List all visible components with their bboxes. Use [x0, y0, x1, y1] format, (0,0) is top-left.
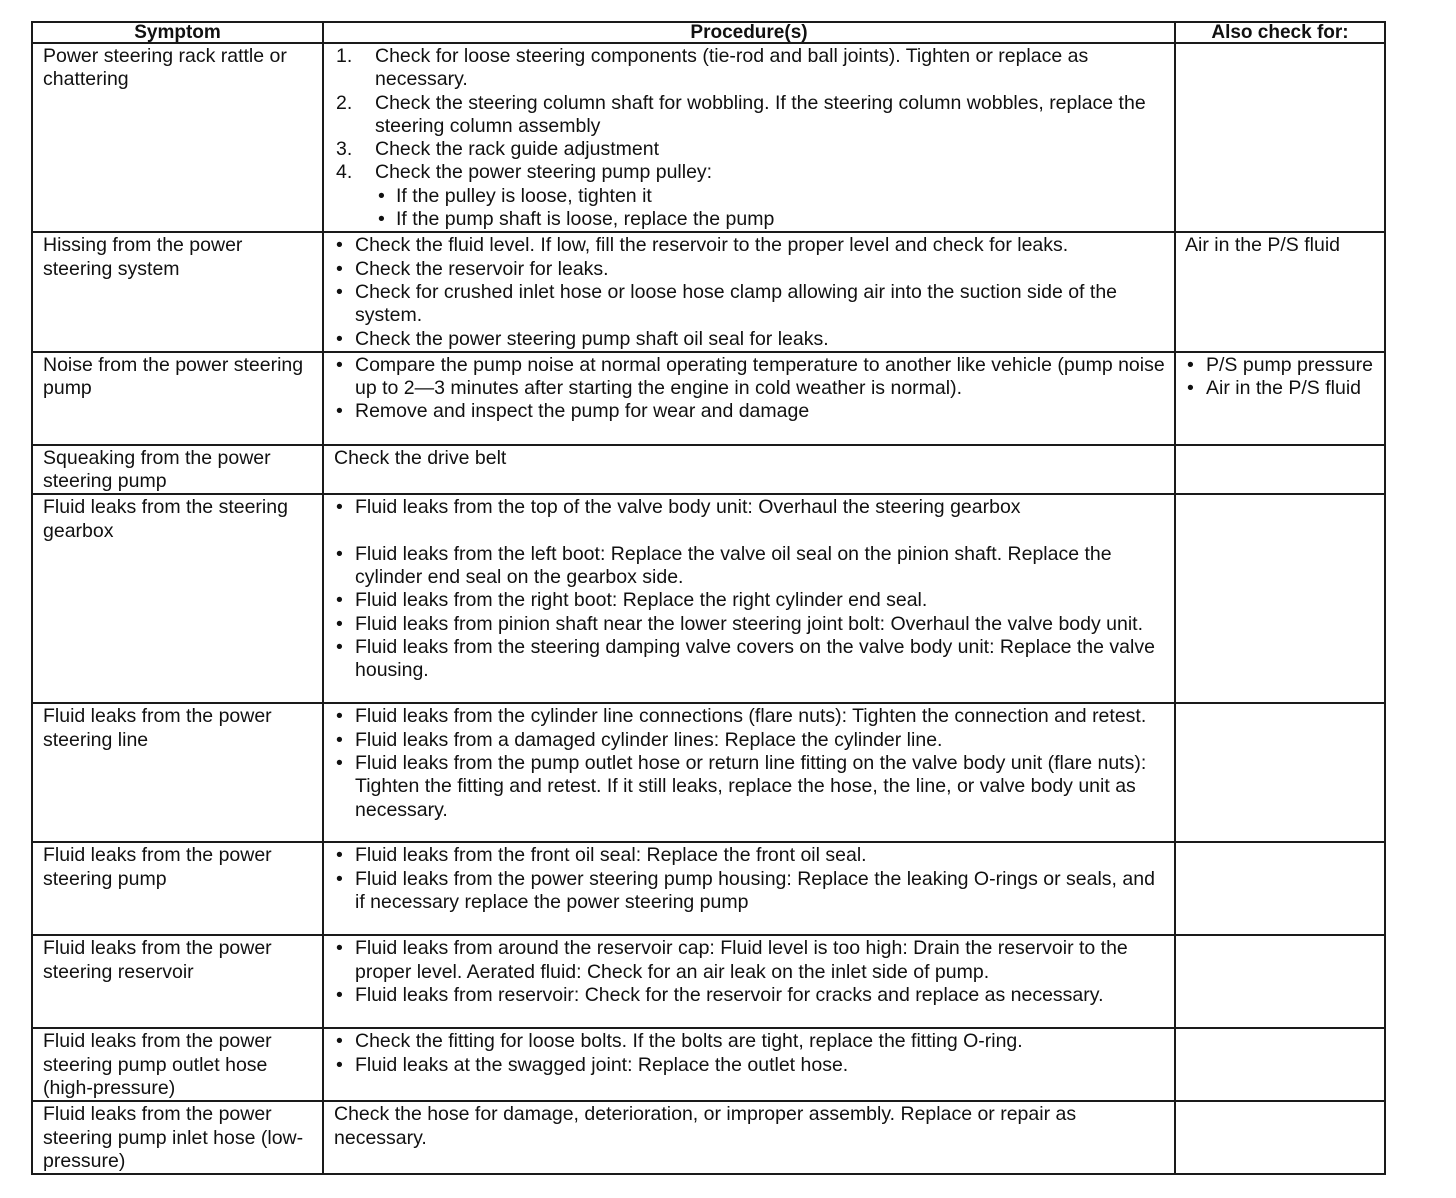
sub-item-text: If the pulley is loose, tighten it [396, 184, 652, 207]
table-row [32, 232, 1385, 351]
step-number: 1. [336, 45, 353, 67]
list-item [334, 729, 1166, 752]
step-number: 3. [336, 138, 353, 161]
table-row [32, 352, 1385, 445]
list-item [334, 844, 1166, 867]
list-item [334, 937, 1166, 984]
item-text: Fluid leaks from reservoir: Check for the reservoir for cracks and replace as necessary. [355, 984, 1104, 1007]
item-text: Fluid leaks from the front oil seal: Replace the front oil seal. [355, 844, 867, 867]
troubleshooting-table [31, 21, 1386, 1175]
list-item [334, 400, 1166, 423]
procedure-cell [323, 935, 1175, 1028]
table-row [32, 43, 1385, 232]
symptom-cell: Fluid leaks from the power steering pump [32, 842, 323, 935]
item-text: Remove and inspect the pump for wear and damage [355, 400, 810, 423]
procedure-list [334, 844, 1166, 914]
list-item [334, 258, 1166, 281]
list-item [334, 613, 1166, 636]
procedure-cell [323, 352, 1175, 445]
table-row [32, 1101, 1385, 1174]
item-text: Check the fitting for loose bolts. If the bolts are tight, replace the fitting O-ring. [355, 1030, 1023, 1053]
also-check-cell [1175, 842, 1385, 935]
bullet-icon: • [336, 353, 343, 376]
list-item [334, 636, 1166, 683]
bullet-icon: • [336, 752, 343, 775]
symptom-cell: Hissing from the power steering system [32, 232, 323, 351]
bullet-icon: • [1187, 377, 1194, 400]
list-item [334, 328, 1166, 351]
step-number: 4. [336, 161, 353, 184]
item-text: Fluid leaks from the left boot: Replace the valve oil seal on the pinion shaft. Replace the cylinder end seal on the gearbox side. [355, 542, 1112, 589]
procedure-cell [323, 703, 1175, 842]
procedure-cell: Check the hose for damage, deterioration, or improper assembly. Replace or repair as necessary. [323, 1101, 1175, 1174]
list-item [334, 1054, 1166, 1077]
list-item [334, 589, 1166, 612]
bullet-icon: • [336, 937, 343, 960]
list-item [334, 185, 1166, 208]
also-check-cell [1175, 494, 1385, 703]
bullet-icon: • [378, 184, 385, 207]
item-text: Check the reservoir for leaks. [355, 257, 609, 280]
bullet-icon: • [336, 234, 343, 257]
symptom-cell: Fluid leaks from the power steering reservoir [32, 935, 323, 1028]
bullet-icon: • [336, 327, 343, 350]
table-row [32, 703, 1385, 842]
list-item [334, 281, 1166, 328]
item-text: Fluid leaks from the power steering pump housing: Replace the leaking O-rings or seals, and if necessary replace the power steering pump [355, 867, 1155, 914]
bullet-icon: • [336, 400, 343, 423]
symptom-cell: Noise from the power steering pump [32, 352, 323, 445]
list-item [334, 868, 1166, 915]
procedure-cell [323, 842, 1175, 935]
item-text: Fluid leaks from the steering damping valve covers on the valve body unit: Replace the valve housing. [355, 635, 1155, 682]
step-number: 2. [336, 91, 353, 114]
also-item-text: Air in the P/S fluid [1206, 377, 1361, 400]
list-item [334, 705, 1166, 728]
procedure-cell [323, 494, 1175, 703]
list-item [1185, 377, 1376, 400]
also-check-cell: Air in the P/S fluid [1175, 232, 1385, 351]
table-row [32, 1028, 1385, 1101]
list-item [1185, 354, 1376, 377]
item-text: Fluid leaks at the swagged joint: Replace the outlet hose. [355, 1053, 849, 1076]
list-item [334, 354, 1166, 401]
step-text: Check the rack guide adjustment [375, 138, 659, 161]
list-item [334, 543, 1166, 590]
header-row [32, 22, 1385, 43]
bullet-icon: • [336, 1030, 343, 1053]
also-check-cell [1175, 935, 1385, 1028]
procedure-steps [334, 45, 1166, 185]
sub-item-text: If the pump shaft is loose, replace the pump [396, 208, 775, 231]
bullet-icon: • [336, 984, 343, 1007]
bullet-icon: • [336, 257, 343, 280]
procedure-cell: Check the drive belt [323, 445, 1175, 495]
bullet-icon: • [336, 589, 343, 612]
symptom-cell: Fluid leaks from the steering gearbox [32, 494, 323, 703]
bullet-icon: • [336, 844, 343, 867]
procedure-list [334, 234, 1166, 350]
list-item [334, 208, 1166, 231]
also-check-cell [1175, 352, 1385, 445]
bullet-icon: • [336, 1053, 343, 1076]
bullet-icon: • [336, 728, 343, 751]
symptom-cell: Power steering rack rattle or chattering [32, 43, 323, 232]
item-text: Fluid leaks from the top of the valve body unit: Overhaul the steering gearbox [355, 496, 1021, 519]
sub-list [334, 185, 1166, 232]
list-item [334, 984, 1166, 1007]
header-also-check: Also check for: [1175, 22, 1385, 43]
symptom-cell: Fluid leaks from the power steering pump outlet hose (high-pressure) [32, 1028, 323, 1101]
bullet-icon: • [336, 867, 343, 890]
step-text: Check the steering column shaft for wobbling. If the steering column wobbles, replace the steering column assembly [375, 91, 1146, 137]
item-text: Check the fluid level. If low, fill the reservoir to the proper level and check for leaks. [355, 234, 1069, 257]
table-row [32, 445, 1385, 495]
also-check-cell [1175, 1101, 1385, 1174]
procedure-cell [323, 232, 1175, 351]
procedure-list [334, 496, 1166, 682]
list-item [334, 234, 1166, 257]
item-text: Fluid leaks from around the reservoir cap: Fluid level is too high: Drain the reservoir to the proper level. Aerated fluid: Check for an air leak on the inlet side of pump. [355, 937, 1128, 983]
list-item [334, 92, 1166, 139]
table-row [32, 494, 1385, 703]
procedure-cell [323, 1028, 1175, 1101]
bullet-icon: • [336, 542, 343, 565]
procedure-list [334, 1030, 1166, 1077]
also-check-cell [1175, 1028, 1385, 1101]
header-procedures: Procedure(s) [323, 22, 1175, 43]
procedure-list [334, 354, 1166, 424]
item-text: Fluid leaks from the right boot: Replace the right cylinder end seal. [355, 589, 928, 612]
bullet-icon: • [336, 705, 343, 728]
also-check-cell [1175, 43, 1385, 232]
item-text: Fluid leaks from pinion shaft near the lower steering joint bolt: Overhaul the valve body unit. [355, 612, 1144, 635]
list-item [334, 496, 1166, 519]
also-check-cell [1175, 703, 1385, 842]
symptom-cell: Fluid leaks from the power steering pump inlet hose (low-pressure) [32, 1101, 323, 1174]
also-check-cell [1175, 445, 1385, 495]
bullet-icon: • [336, 635, 343, 658]
table-row [32, 842, 1385, 935]
list-item [334, 752, 1166, 822]
bullet-icon: • [1187, 353, 1194, 376]
bullet-icon: • [378, 208, 385, 231]
procedure-cell [323, 43, 1175, 232]
also-check-list [1185, 354, 1376, 401]
step-text: Check for loose steering components (tie-rod and ball joints). Tighten or replace as necessary. [375, 45, 1089, 91]
item-text: Fluid leaks from the cylinder line connections (flare nuts): Tighten the connection and retest. [355, 705, 1147, 728]
list-item [334, 1030, 1166, 1053]
item-text: Check the power steering pump shaft oil seal for leaks. [355, 327, 829, 350]
step-text: Check the power steering pump pulley: [375, 161, 713, 184]
item-text: Compare the pump noise at normal operating temperature to another like vehicle (pump noise up to 2—3 minutes after starting the engine in cold weather is normal). [355, 353, 1165, 400]
symptom-cell: Squeaking from the power steering pump [32, 445, 323, 495]
bullet-icon: • [336, 496, 343, 519]
table-row [32, 935, 1385, 1028]
procedure-list [334, 937, 1166, 1007]
list-item [334, 138, 1166, 161]
list-item [334, 161, 1166, 184]
header-symptom: Symptom [32, 22, 323, 43]
item-text: Fluid leaks from the pump outlet hose or return line fitting on the valve body unit (flare nuts): Tighten the fitting and retest. If it still leaks, replace the hose, the line, or valve body unit as necessary. [355, 752, 1147, 821]
also-item-text: P/S pump pressure [1206, 353, 1373, 376]
item-text: Fluid leaks from a damaged cylinder lines: Replace the cylinder line. [355, 728, 943, 751]
bullet-icon: • [336, 280, 343, 303]
list-item [334, 45, 1166, 92]
symptom-cell: Fluid leaks from the power steering line [32, 703, 323, 842]
item-text: Check for crushed inlet hose or loose hose clamp allowing air into the suction side of the system. [355, 280, 1118, 327]
bullet-icon: • [336, 612, 343, 635]
procedure-list [334, 705, 1166, 821]
